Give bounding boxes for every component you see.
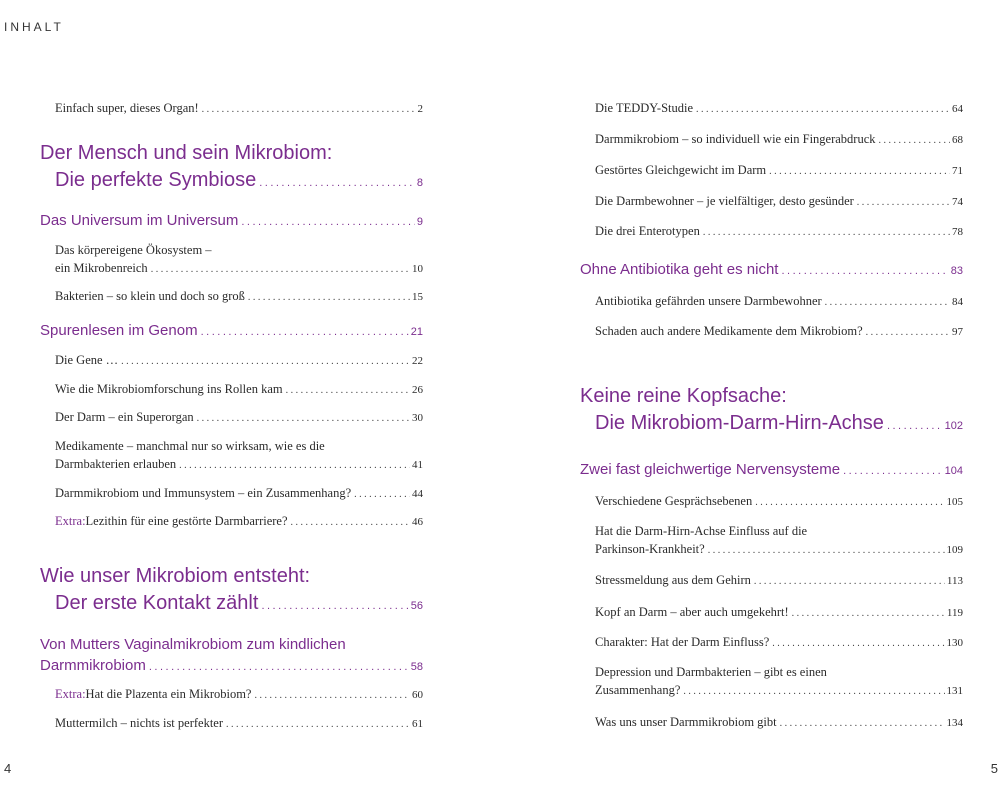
toc-entry[interactable] (40, 512, 423, 532)
toc-page-number: 74 (952, 196, 963, 208)
toc-section[interactable] (580, 259, 963, 282)
toc-page-number: 84 (952, 296, 963, 308)
toc-page-number: 113 (946, 575, 963, 587)
toc-page-number: 44 (412, 488, 423, 500)
toc-leader-dots (696, 101, 950, 119)
toc-leader-dots (780, 715, 945, 733)
toc-page-number: 10 (412, 263, 423, 275)
toc-leader-dots (151, 261, 410, 279)
toc-entry-title: Medikamente – manchmal nur so wirksam, wie es die (55, 439, 325, 453)
toc-page-number: 71 (952, 165, 963, 177)
toc-page-number: 46 (412, 516, 423, 528)
toc-leader-dots (354, 486, 410, 504)
toc-entry-title: Die drei Enterotypen (595, 224, 700, 238)
toc-entry-title: Darmmikrobiom – so individuell wie ein Fingerabdruck (595, 132, 876, 146)
toc-entry[interactable] (580, 492, 963, 512)
toc-leader-dots (261, 593, 408, 620)
toc-leader-dots (121, 353, 410, 371)
toc-entry-title: Wie die Mikrobiomforschung ins Rollen kam (55, 382, 283, 396)
toc-entry[interactable] (40, 99, 423, 119)
toc-entry-title: Depression und Darmbakterien – gibt es einen (595, 665, 827, 679)
toc-page-number: 83 (950, 265, 963, 277)
toc-leader-dots (772, 635, 944, 653)
toc-section-title: Darmmikrobiom (40, 657, 146, 674)
toc-entry[interactable] (40, 287, 423, 307)
toc-page-number: 58 (410, 661, 423, 673)
toc-leader-dots (179, 457, 410, 475)
toc-entry[interactable] (580, 161, 963, 181)
toc-leader-dots (241, 212, 415, 233)
toc-page-number: 8 (416, 177, 423, 189)
toc-chapter[interactable] (40, 563, 423, 620)
toc-entry-title: Muttermilch – nichts ist perfekter (55, 716, 224, 730)
toc-chapter-title: Der Mensch und sein Mikrobiom: (40, 142, 333, 164)
toc-entry[interactable] (40, 437, 423, 475)
toc-entry[interactable] (40, 241, 423, 279)
toc-page-number: 104 (944, 465, 963, 477)
toc-page-number: 22 (412, 355, 423, 367)
toc-section-title: Ohne Antibiotika geht es nicht (580, 261, 779, 278)
toc-entry[interactable] (40, 714, 423, 734)
toc-leader-dots (149, 657, 409, 678)
toc-entry[interactable] (580, 99, 963, 119)
toc-page-number: 64 (952, 103, 963, 115)
toc-chapter[interactable] (40, 140, 423, 197)
toc-leader-dots (254, 687, 410, 705)
toc-page-number: 2 (417, 103, 423, 115)
toc-entry[interactable] (40, 408, 423, 428)
toc-section[interactable] (40, 320, 423, 343)
toc-page-number: 61 (412, 718, 423, 730)
toc-page-number: 21 (410, 326, 423, 338)
toc-leader-dots (226, 716, 410, 734)
toc-entry[interactable] (580, 322, 963, 342)
toc-entry-title: Gestörtes Gleichgewicht im Darm (595, 163, 767, 177)
toc-entry[interactable] (580, 292, 963, 312)
toc-leader-dots (792, 605, 945, 623)
toc-leader-dots (769, 163, 950, 181)
toc-page-number: 97 (952, 326, 963, 338)
toc-page-number: 105 (946, 496, 963, 508)
toc-leader-dots (683, 683, 944, 701)
toc-leader-dots (291, 514, 410, 532)
toc-chapter-title: Wie unser Mikrobiom entsteht: (40, 565, 311, 587)
toc-leader-dots (248, 289, 410, 307)
toc-entry[interactable] (580, 522, 963, 560)
toc-page-number: 30 (412, 412, 423, 424)
toc-entry-title: Die Darmbewohner – je vielfältiger, desto gesünder (595, 194, 854, 208)
toc-leader-dots (286, 382, 410, 400)
toc-entry-title: Bakterien – so klein und doch so groß (55, 289, 245, 303)
toc-page-number: 60 (412, 689, 423, 701)
toc-page-number: 68 (952, 134, 963, 146)
toc-entry-title: Der Darm – ein Superorgan (55, 410, 194, 424)
page-number-left: 4 (4, 761, 12, 776)
toc-leader-dots (866, 324, 950, 342)
toc-entry-title: Parkinson-Krankheit? (595, 542, 705, 556)
toc-page-number: 56 (410, 600, 423, 612)
toc-chapter[interactable] (580, 383, 963, 440)
toc-entry-title: Hat die Plazenta ein Mikrobiom? (85, 687, 252, 701)
toc-leader-dots (754, 573, 945, 591)
toc-leader-dots (887, 413, 943, 440)
toc-leader-dots (843, 461, 943, 482)
page-header: INHALT (4, 20, 64, 34)
toc-entry[interactable] (580, 222, 963, 242)
toc-section[interactable] (580, 459, 963, 482)
toc-entry-title: Was uns unser Darmmikrobiom gibt (595, 715, 777, 729)
toc-leader-dots (857, 194, 950, 212)
toc-page-number: 78 (952, 226, 963, 238)
toc-section-title: Zwei fast gleichwertige Nervensysteme (580, 461, 841, 478)
toc-entry-title: Darmbakterien erlauben (55, 457, 177, 471)
toc-entry-title: Das körpereigene Ökosystem – (55, 243, 212, 257)
toc-entry[interactable] (580, 192, 963, 212)
toc-entry[interactable] (580, 713, 963, 733)
extra-label: Extra: (55, 687, 86, 701)
toc-entry-title: ein Mikrobenreich (55, 261, 148, 275)
toc-entry-title: Stressmeldung aus dem Gehirn (595, 573, 751, 587)
toc-section-title: Das Universum im Universum (40, 212, 239, 229)
toc-entry-title: Zusammenhang? (595, 683, 681, 697)
toc-entry-title: Lezithin für eine gestörte Darmbarriere? (85, 514, 288, 528)
toc-chapter-title: Keine reine Kopfsache: (580, 385, 787, 407)
toc-entry-title: Verschiedene Gesprächsebenen (595, 494, 753, 508)
toc-leader-dots (879, 132, 950, 150)
toc-page-number: 9 (416, 216, 423, 228)
toc-entry-title: Darmmikrobiom und Immunsystem – ein Zusammenhang? (55, 486, 352, 500)
toc-page-number: 119 (946, 607, 963, 619)
toc-entry-title: Schaden auch andere Medikamente dem Mikrobiom? (595, 324, 863, 338)
toc-entry-title: Einfach super, dieses Organ! (55, 101, 199, 115)
toc-page-number: 131 (946, 685, 963, 697)
toc-entry[interactable] (580, 663, 963, 701)
toc-leader-dots (755, 494, 944, 512)
toc-section[interactable] (40, 210, 423, 233)
toc-leader-dots (197, 410, 410, 428)
toc-page-number: 15 (412, 291, 423, 303)
toc-entry-title: Charakter: Hat der Darm Einfluss? (595, 635, 770, 649)
toc-page-number: 134 (946, 717, 963, 729)
toc-leader-dots (703, 224, 950, 242)
toc-page-number: 102 (944, 420, 963, 432)
toc-leader-dots (259, 170, 415, 197)
toc-entry[interactable] (580, 571, 963, 591)
toc-section-title: Spurenlesen im Genom (40, 322, 198, 339)
toc-entry-title: Antibiotika gefährden unsere Darmbewohner (595, 294, 822, 308)
toc-entry-title: Kopf an Darm – aber auch umgekehrt! (595, 605, 789, 619)
toc-leader-dots (708, 542, 945, 560)
toc-entry[interactable] (580, 130, 963, 150)
toc-entry[interactable] (40, 351, 423, 371)
toc-leader-dots (781, 261, 948, 282)
toc-section[interactable] (40, 634, 423, 678)
toc-entry[interactable] (40, 685, 423, 705)
extra-label: Extra: (55, 514, 86, 528)
toc-entry-title: Die TEDDY-Studie (595, 101, 694, 115)
toc-entry[interactable] (40, 380, 423, 400)
page-number-right: 5 (990, 761, 998, 776)
toc-section-title: Von Mutters Vaginalmikrobiom zum kindlichen (40, 636, 346, 653)
toc-page-number: 26 (412, 384, 423, 396)
toc-entry[interactable] (580, 603, 963, 623)
toc-chapter-title: Die Mikrobiom-Darm-Hirn-Achse (595, 412, 884, 434)
toc-chapter-title: Die perfekte Symbiose (55, 169, 257, 191)
toc-chapter-title: Der erste Kontakt zählt (55, 592, 259, 614)
toc-entry[interactable] (40, 484, 423, 504)
toc-entry-title: Hat die Darm-Hirn-Achse Einfluss auf die (595, 524, 808, 538)
toc-leader-dots (825, 294, 950, 312)
toc-entry[interactable] (580, 633, 963, 653)
toc-entry-title: Die Gene … (55, 353, 119, 367)
toc-leader-dots (202, 101, 416, 119)
toc-page-number: 130 (946, 637, 963, 649)
toc-page-number: 41 (412, 459, 423, 471)
toc-leader-dots (201, 322, 409, 343)
toc-page-number: 109 (946, 544, 963, 556)
